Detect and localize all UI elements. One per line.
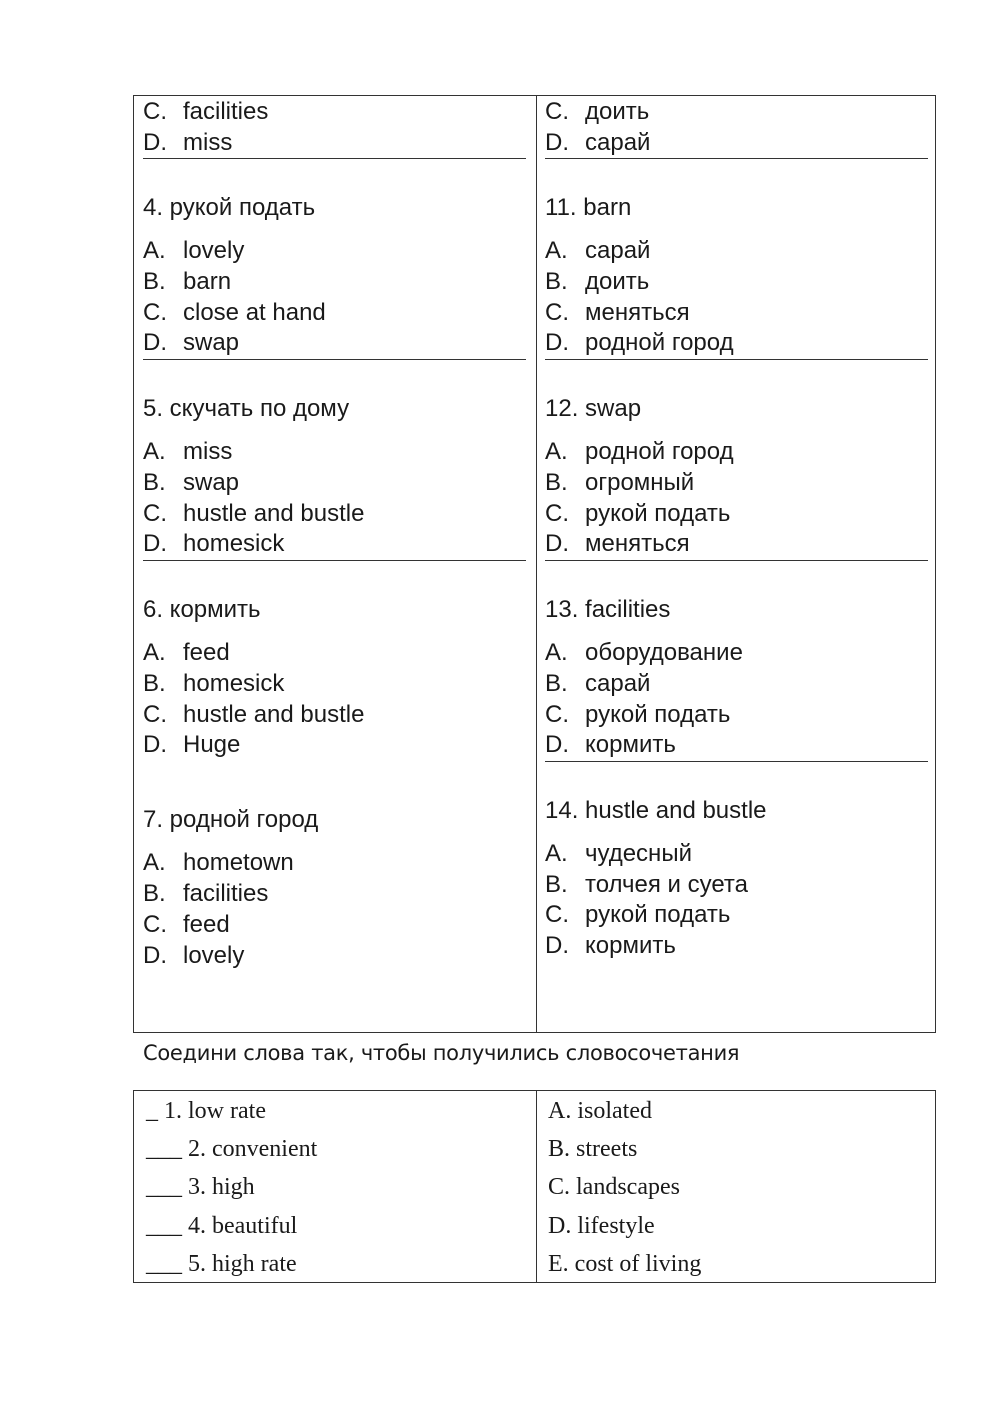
question-title: 6. кормить	[143, 596, 261, 623]
option-item: D. homesick	[143, 530, 285, 557]
separator-line	[545, 560, 928, 561]
option-item: B. доить	[545, 268, 650, 295]
question-title: 13. facilities	[545, 596, 671, 623]
option-item: D. кормить	[545, 731, 676, 758]
quiz-table	[133, 95, 936, 1033]
match-left-item: ___ 2. convenient	[146, 1136, 318, 1162]
option-item: C. hustle and bustle	[143, 500, 365, 527]
right-column	[545, 96, 929, 1032]
column-divider	[536, 96, 537, 1032]
option-item: D. сарай	[545, 129, 651, 156]
option-item: B. огромный	[545, 469, 695, 496]
separator-line	[143, 158, 526, 159]
match-right-item: A. isolated	[548, 1098, 652, 1124]
option-item: D. кормить	[545, 932, 676, 959]
option-item: C. facilities	[143, 98, 269, 125]
option-item: D. miss	[143, 129, 233, 156]
left-column	[143, 96, 527, 1032]
option-item: D. родной город	[545, 329, 734, 356]
option-item: D. меняться	[545, 530, 690, 557]
match-left-item: ___ 4. beautiful	[146, 1213, 298, 1239]
column-divider	[536, 1091, 537, 1282]
option-item: C. меняться	[545, 299, 690, 326]
matching-table	[133, 1090, 936, 1283]
option-item: A. miss	[143, 438, 233, 465]
question-title: 11. barn	[545, 194, 632, 221]
separator-line	[545, 158, 928, 159]
option-item: A. hometown	[143, 849, 294, 876]
option-item: D. swap	[143, 329, 240, 356]
option-item: C. рукой подать	[545, 701, 731, 728]
option-item: A. feed	[143, 639, 230, 666]
option-item: B. facilities	[143, 880, 269, 907]
option-item: A. сарай	[545, 237, 651, 264]
question-title: 14. hustle and bustle	[545, 797, 767, 824]
match-right-item: E. cost of living	[548, 1251, 702, 1277]
option-item: C. close at hand	[143, 299, 326, 326]
option-item: B. swap	[143, 469, 240, 496]
match-right-item: B. streets	[548, 1136, 638, 1162]
question-title: 7. родной город	[143, 806, 319, 833]
option-item: B. толчея и суета	[545, 871, 748, 898]
separator-line	[143, 359, 526, 360]
option-item: B. homesick	[143, 670, 285, 697]
option-item: D. lovely	[143, 942, 245, 969]
question-title: 4. рукой подать	[143, 194, 316, 221]
option-item: C. feed	[143, 911, 230, 938]
question-title: 12. swap	[545, 395, 642, 422]
option-item: A. чудесный	[545, 840, 692, 867]
option-item: C. hustle and bustle	[143, 701, 365, 728]
match-left-item: ___ 5. high rate	[146, 1251, 297, 1277]
match-right-item: D. lifestyle	[548, 1213, 655, 1239]
option-item: C. рукой подать	[545, 500, 731, 527]
separator-line	[143, 560, 526, 561]
option-item: A. родной город	[545, 438, 734, 465]
option-item: C. рукой подать	[545, 901, 731, 928]
match-left-item: ___ 3. high	[146, 1174, 255, 1200]
option-item: A. оборудование	[545, 639, 743, 666]
instruction-text: Соедини слова так, чтобы получились словосочетания	[143, 1041, 740, 1065]
separator-line	[545, 359, 928, 360]
option-item: A. lovely	[143, 237, 245, 264]
option-item: C. доить	[545, 98, 650, 125]
question-title: 5. скучать по дому	[143, 395, 350, 422]
match-left-item: _ 1. low rate	[146, 1098, 266, 1124]
separator-line	[545, 761, 928, 762]
option-item: D. Huge	[143, 731, 241, 758]
option-item: B. сарай	[545, 670, 651, 697]
option-item: B. barn	[143, 268, 232, 295]
match-right-item: C. landscapes	[548, 1174, 680, 1200]
